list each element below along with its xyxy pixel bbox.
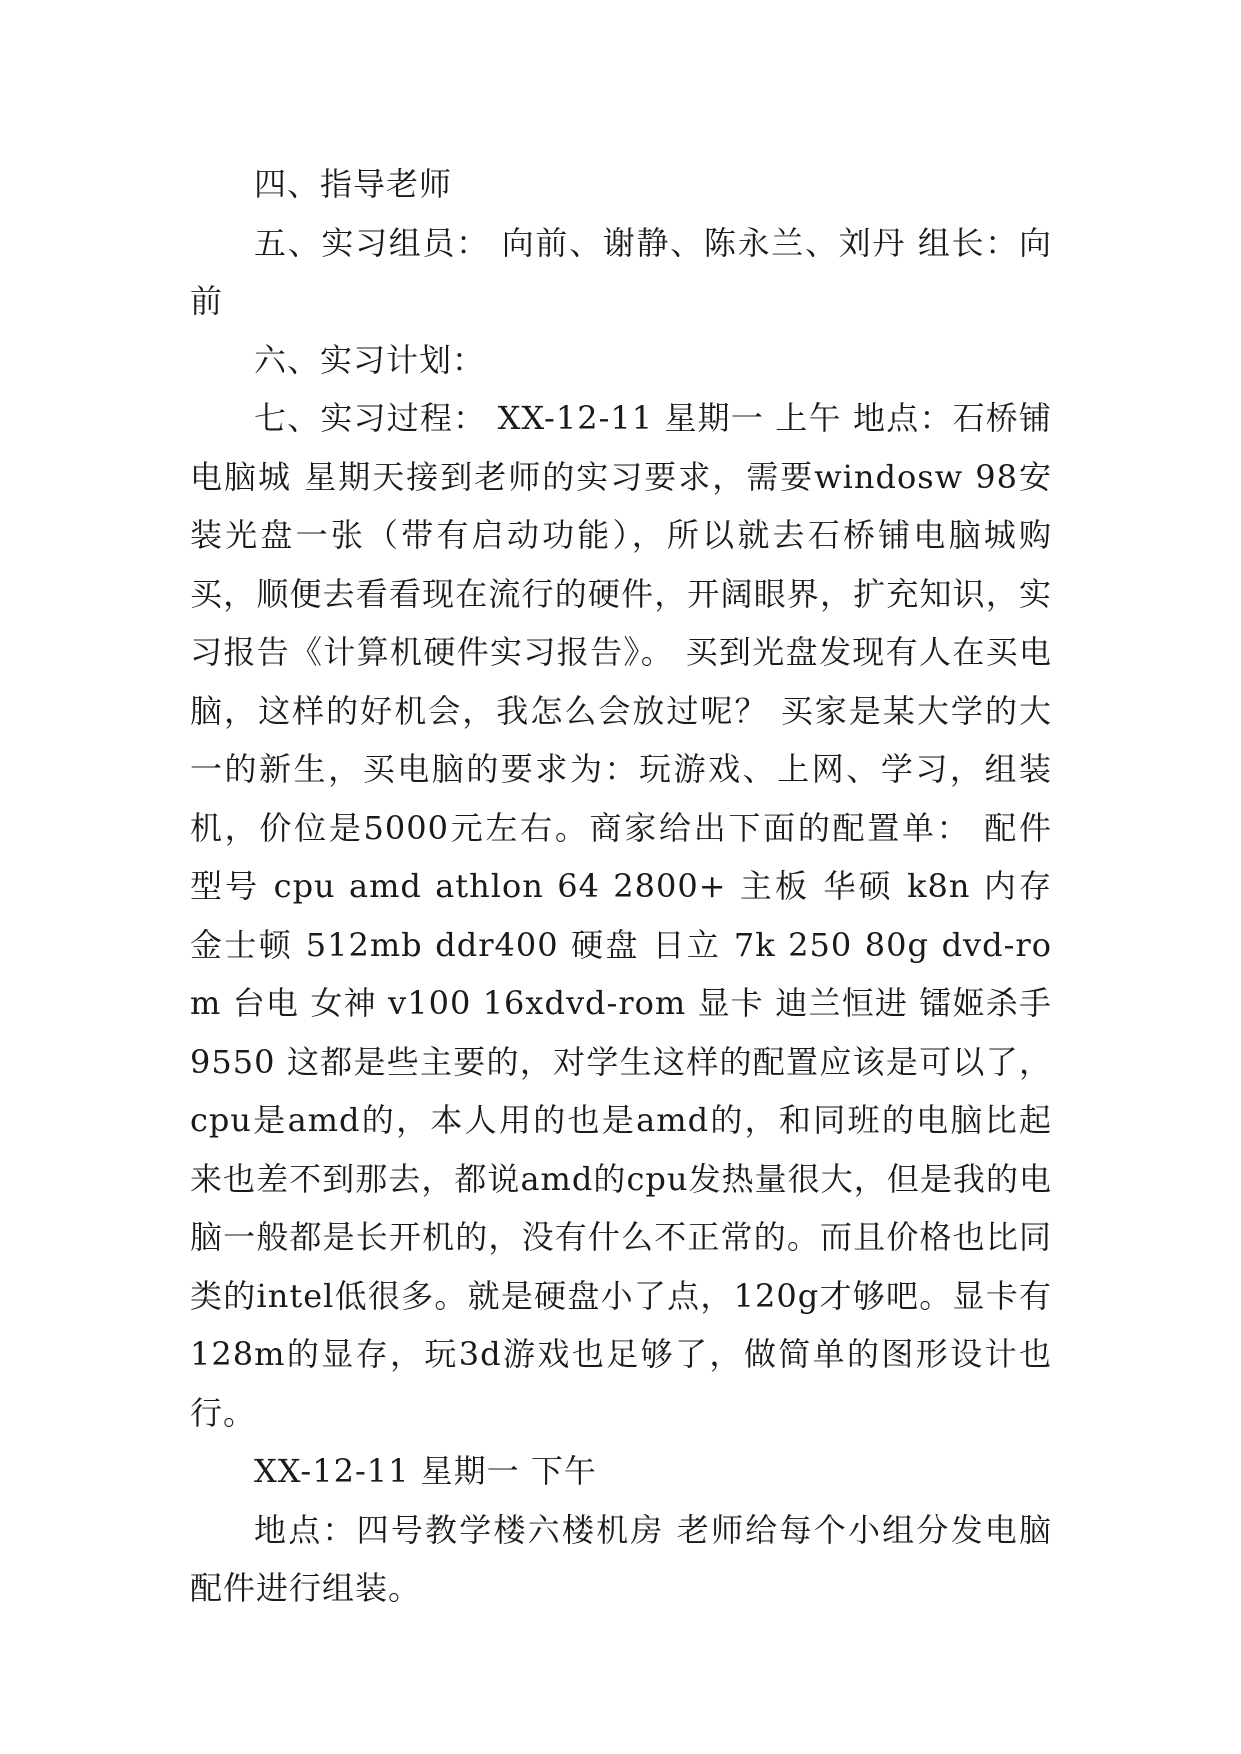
paragraph-members: 五、实习组员： 向前、谢静、陈永兰、刘丹 组长：向前 <box>190 223 1052 320</box>
paragraph-location: 地点：四号教学楼六楼机房 老师给每个小组分发电脑配件进行组装。 <box>190 1510 1052 1607</box>
paragraph-process: 七、实习过程： XX-12-11 星期一 上午 地点：石桥铺电脑城 星期天接到老师的实习要求，需要windosw 98安装光盘一张（带有启动功能），所以就去石桥铺电脑城购买，顺便去看看现在流行的硬件，开阔眼界，扩充知识，实习报告《计算机硬件实习报告》。 买到光盘发现有人在买电脑，这样的好机会，我怎么会放过呢？ 买家是某大学的大一的新生，买电脑的要求为：玩游戏、上网、学习，组装机，价位是5000元左右。商家给出下面的配置单： 配件 型号 cpu amd athlon 64 2800+ 主板 华硕 k8n 内存 金士顿 512mb ddr400 硬盘 日立 7k 250 80g dvd-rom 台电 女神 v100 16xdvd-rom 显卡 迪兰恒进 镭姬杀手9550 这都是些主要的，对学生这样的配置应该是可以了，cpu是amd的，本人用的也是amd的，和同班的电脑比起来也差不到那去，都说amd的cpu发热量很大，但是我的电脑一般都是长开机的，没有什么不正常的。而且价格也比同类的intel低很多。就是硬盘小了点，120g才够吧。显卡有128m的显存，玩3d游戏也足够了，做简单的图形设计也行。 <box>190 399 1052 1432</box>
document-body <box>190 155 1052 1618</box>
paragraph-advisor: 四、指导老师 <box>254 165 453 203</box>
paragraph-plan: 六、实习计划： <box>254 340 486 379</box>
paragraph-afternoon-date: XX-12-11 星期一 下午 <box>254 1452 597 1490</box>
